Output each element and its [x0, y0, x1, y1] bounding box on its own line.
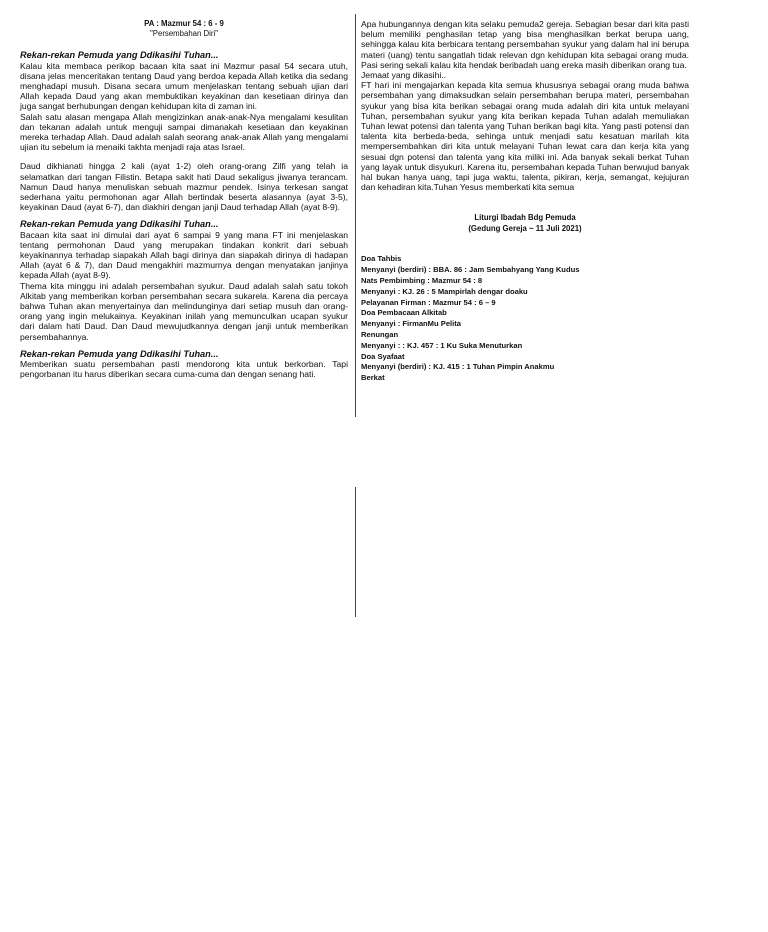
liturgy-item [361, 276, 689, 287]
section-1-paragraph-2: Salah satu alasan mengapa Allah mengizinkan anak-anak-Nya mengalami kesulitan dan tekanan adalah untuk menguji sampai dimanakah kesetiaan dan keyakinan mereka terhadap Allah. Daud adalah salah seorang anak-anak Allah yang mengalami ujian itu sebelum ia menaiki takhta menjadi raja atas Israel. [20, 111, 348, 153]
liturgy-item [361, 330, 689, 341]
liturgy-label: Berkat [361, 373, 385, 383]
liturgy-list [361, 254, 689, 384]
liturgy-item [361, 373, 689, 384]
liturgy-label: Renungan [361, 330, 399, 340]
right-column [361, 19, 689, 384]
liturgy-label: Menyanyi : [361, 319, 401, 329]
passage-reference: PA : Mazmur 54 : 6 - 9 [144, 19, 224, 28]
column-divider-top [355, 14, 356, 417]
liturgy-value: KJ. 415 : 1 Tuhan Pimpin Anakmu [431, 362, 555, 372]
right-paragraph-1: Apa hubungannya dengan kita selaku pemuda2 gereja. Sebagian besar dari kita pasti belum memiliki penghasilan tetap yang bisa menghasilkan berkat berupa uang, sehingga kalau kita berbicara tentang persembahan syukur yang dalam hal ini berupa materi (uang) tentu sangatlah tidak relevan dgn kehidupan kita sebagai orang muda. Pasi sering sekali kalau kita hendak beribadah uang ereka masih diberikan orang tua. [361, 19, 689, 70]
liturgy-value: Mazmur 54 : 6 – 9 [430, 297, 496, 307]
right-greeting: Jemaat yang dikasihi.. [361, 70, 447, 81]
liturgy-label: Menyanyi : [361, 286, 401, 296]
liturgy-title: Liturgi Ibadah Bdg Pemuda [474, 213, 576, 223]
liturgy-label: Menyanyi : : [361, 340, 405, 350]
liturgy-item [361, 341, 689, 352]
liturgy-value: KJ. 26 : 5 Mampirlah dengar doaku [400, 286, 528, 296]
left-column [20, 19, 348, 380]
column-divider-bottom [355, 487, 356, 617]
section-1-paragraph-1: Kalau kita membaca perikop bacaan kita saat ini Mazmur pasal 54 secara utuh, disana jelas menceritakan tentang Daud yang berdoa kepada Allah ketika dia sedang menghadapi musuh. Disana secara umum menjelaskan tentang sebuah ujian dari Allah kepada Daud yang akan membuktikan keyakinan dan kesetiaan dirinya dan juga sangat berhubungan dengan kehidupan kita di zaman ini. [20, 60, 348, 112]
liturgy-value: KJ. 457 : 1 Ku Suka Menuturkan [404, 340, 523, 350]
liturgy-item [361, 298, 689, 309]
liturgy-label: Doa Syafaat [361, 351, 405, 361]
liturgy-item [361, 254, 689, 265]
sermon-theme: "Persembahan Diri" [150, 29, 218, 39]
right-paragraph-3: FT hari ini mengajarkan kepada kita semua khususnya sebagai orang muda bahwa persembahan yang dimaksudkan selain persembahan berupa materi, persembahan syukur yang bisa kita berikan sebagai orang muda adalah diri kita untuk melayani Tuhan, persembahan syukur yang kita berikan kepada Tuhan adalah memuliakan Tuhan lewat potensi dan talenta yang Tuhan berikan bagi kita. Yang pasti potensi dan talenta kita berbeda-beda, sehinga untuk menjadi satu kesatuan marilah kita mempersembahkan diri kita untuk melayani Tuhan lewat cara dan kerja kita yang sesuai dgn potensi dan talenta yang kita miliki ini. Ada banyak sekali berkat Tuhan yang layak untuk disyukuri. Karena itu, persembahan kepada Tuhan berwujud banyak hal bukan hanya uang, tapi juga waktu, talenta, pikiran, kerja, semangat, kejujuran dan kehadiran kita.Tuhan Yesus memberkati kita semua [361, 80, 689, 193]
liturgy-label: Pelayanan Firman : [361, 297, 431, 307]
liturgy-item [361, 265, 689, 276]
section-1-title: Rekan-rekan Pemuda yang Ddikasihi Tuhan... [20, 50, 219, 61]
section-1-paragraph-3: Daud dikhianati hingga 2 kali (ayat 1-2) oleh orang-orang Zilfi yang telah ia selamatkan dari tangan Filistin. Betapa sakit hati Daud sekaligus jiwanya terancam. Namun Daud hanya menuliskan sebuah mazmur pendek. Isinya terkesan sangat sederhana yaitu permohonan agar Allah bertindak beserta alasannya (ayat 3-5), keyakinan Daud (ayat 6-7), dan diakhiri dengan janji Daud terhadap Allah (ayat 8-9). [20, 161, 348, 213]
liturgy-value: Mazmur 54 : 8 [429, 276, 483, 286]
section-2-title: Rekan-rekan Pemuda yang Ddikasihi Tuhan... [20, 219, 219, 230]
liturgy-subtitle: (Gedung Gereja ~ 11 Juli 2021) [468, 224, 582, 234]
liturgy-label: Doa Tahbis [361, 254, 402, 264]
liturgy-label: Menyanyi (berdiri) : [361, 265, 432, 275]
liturgy-label: Nats Pembimbing : [361, 276, 430, 286]
liturgy-item [361, 287, 689, 298]
liturgy-item [361, 319, 689, 330]
section-2-paragraph-2: Thema kita minggu ini adalah persembahan syukur. Daud adalah salah satu tokoh Alkitab yang memberikan korban persembahan secara sukarela. Karena dia percaya bahwa Tuhan akan menyertainya dan melindunginya dari setiap musuh dan orang-orang yang ingin melukainya. Keyakinan inilah yang memunculkan ucapan syukur dari dalam hati Daud. Dan Daud mewujudkannya dengan janji untuk memberikan persembahannya. [20, 280, 348, 342]
liturgy-item [361, 308, 689, 319]
liturgy-value: FirmanMu Pelita [400, 319, 462, 329]
liturgy-item [361, 362, 689, 373]
liturgy-item [361, 352, 689, 363]
section-2-paragraph-1: Bacaan kita saat ini dimulai dari ayat 6 sampai 9 yang mana FT ini menjelaskan tentang permohonan Daud yang merupakan tindakan konkrit dari sebuah keyakinannya terhadap siapakah Allah bagi dirinya dan siapakah dirinya di hadapan Allah (ayat 6 & 7), dan Daud mengakhiri mazmurnya dengan menyatakan janjinya kepada Allah (ayat 8-9). [20, 229, 348, 281]
liturgy-label: Menyanyi (berdiri) : [361, 362, 432, 372]
section-3-title: Rekan-rekan Pemuda yang Ddikasihi Tuhan... [20, 348, 219, 359]
liturgy-value: BBA. 86 : Jam Sembahyang Yang Kudus [431, 265, 580, 275]
section-3-paragraph-1: Memberikan suatu persembahan pasti mendorong kita untuk berkorban. Tapi pengorbanan itu harus diberikan secara cuma-cuma dan dengan senang hati. [20, 359, 348, 380]
liturgy-label: Doa Pembacaan Alkitab [361, 308, 447, 318]
